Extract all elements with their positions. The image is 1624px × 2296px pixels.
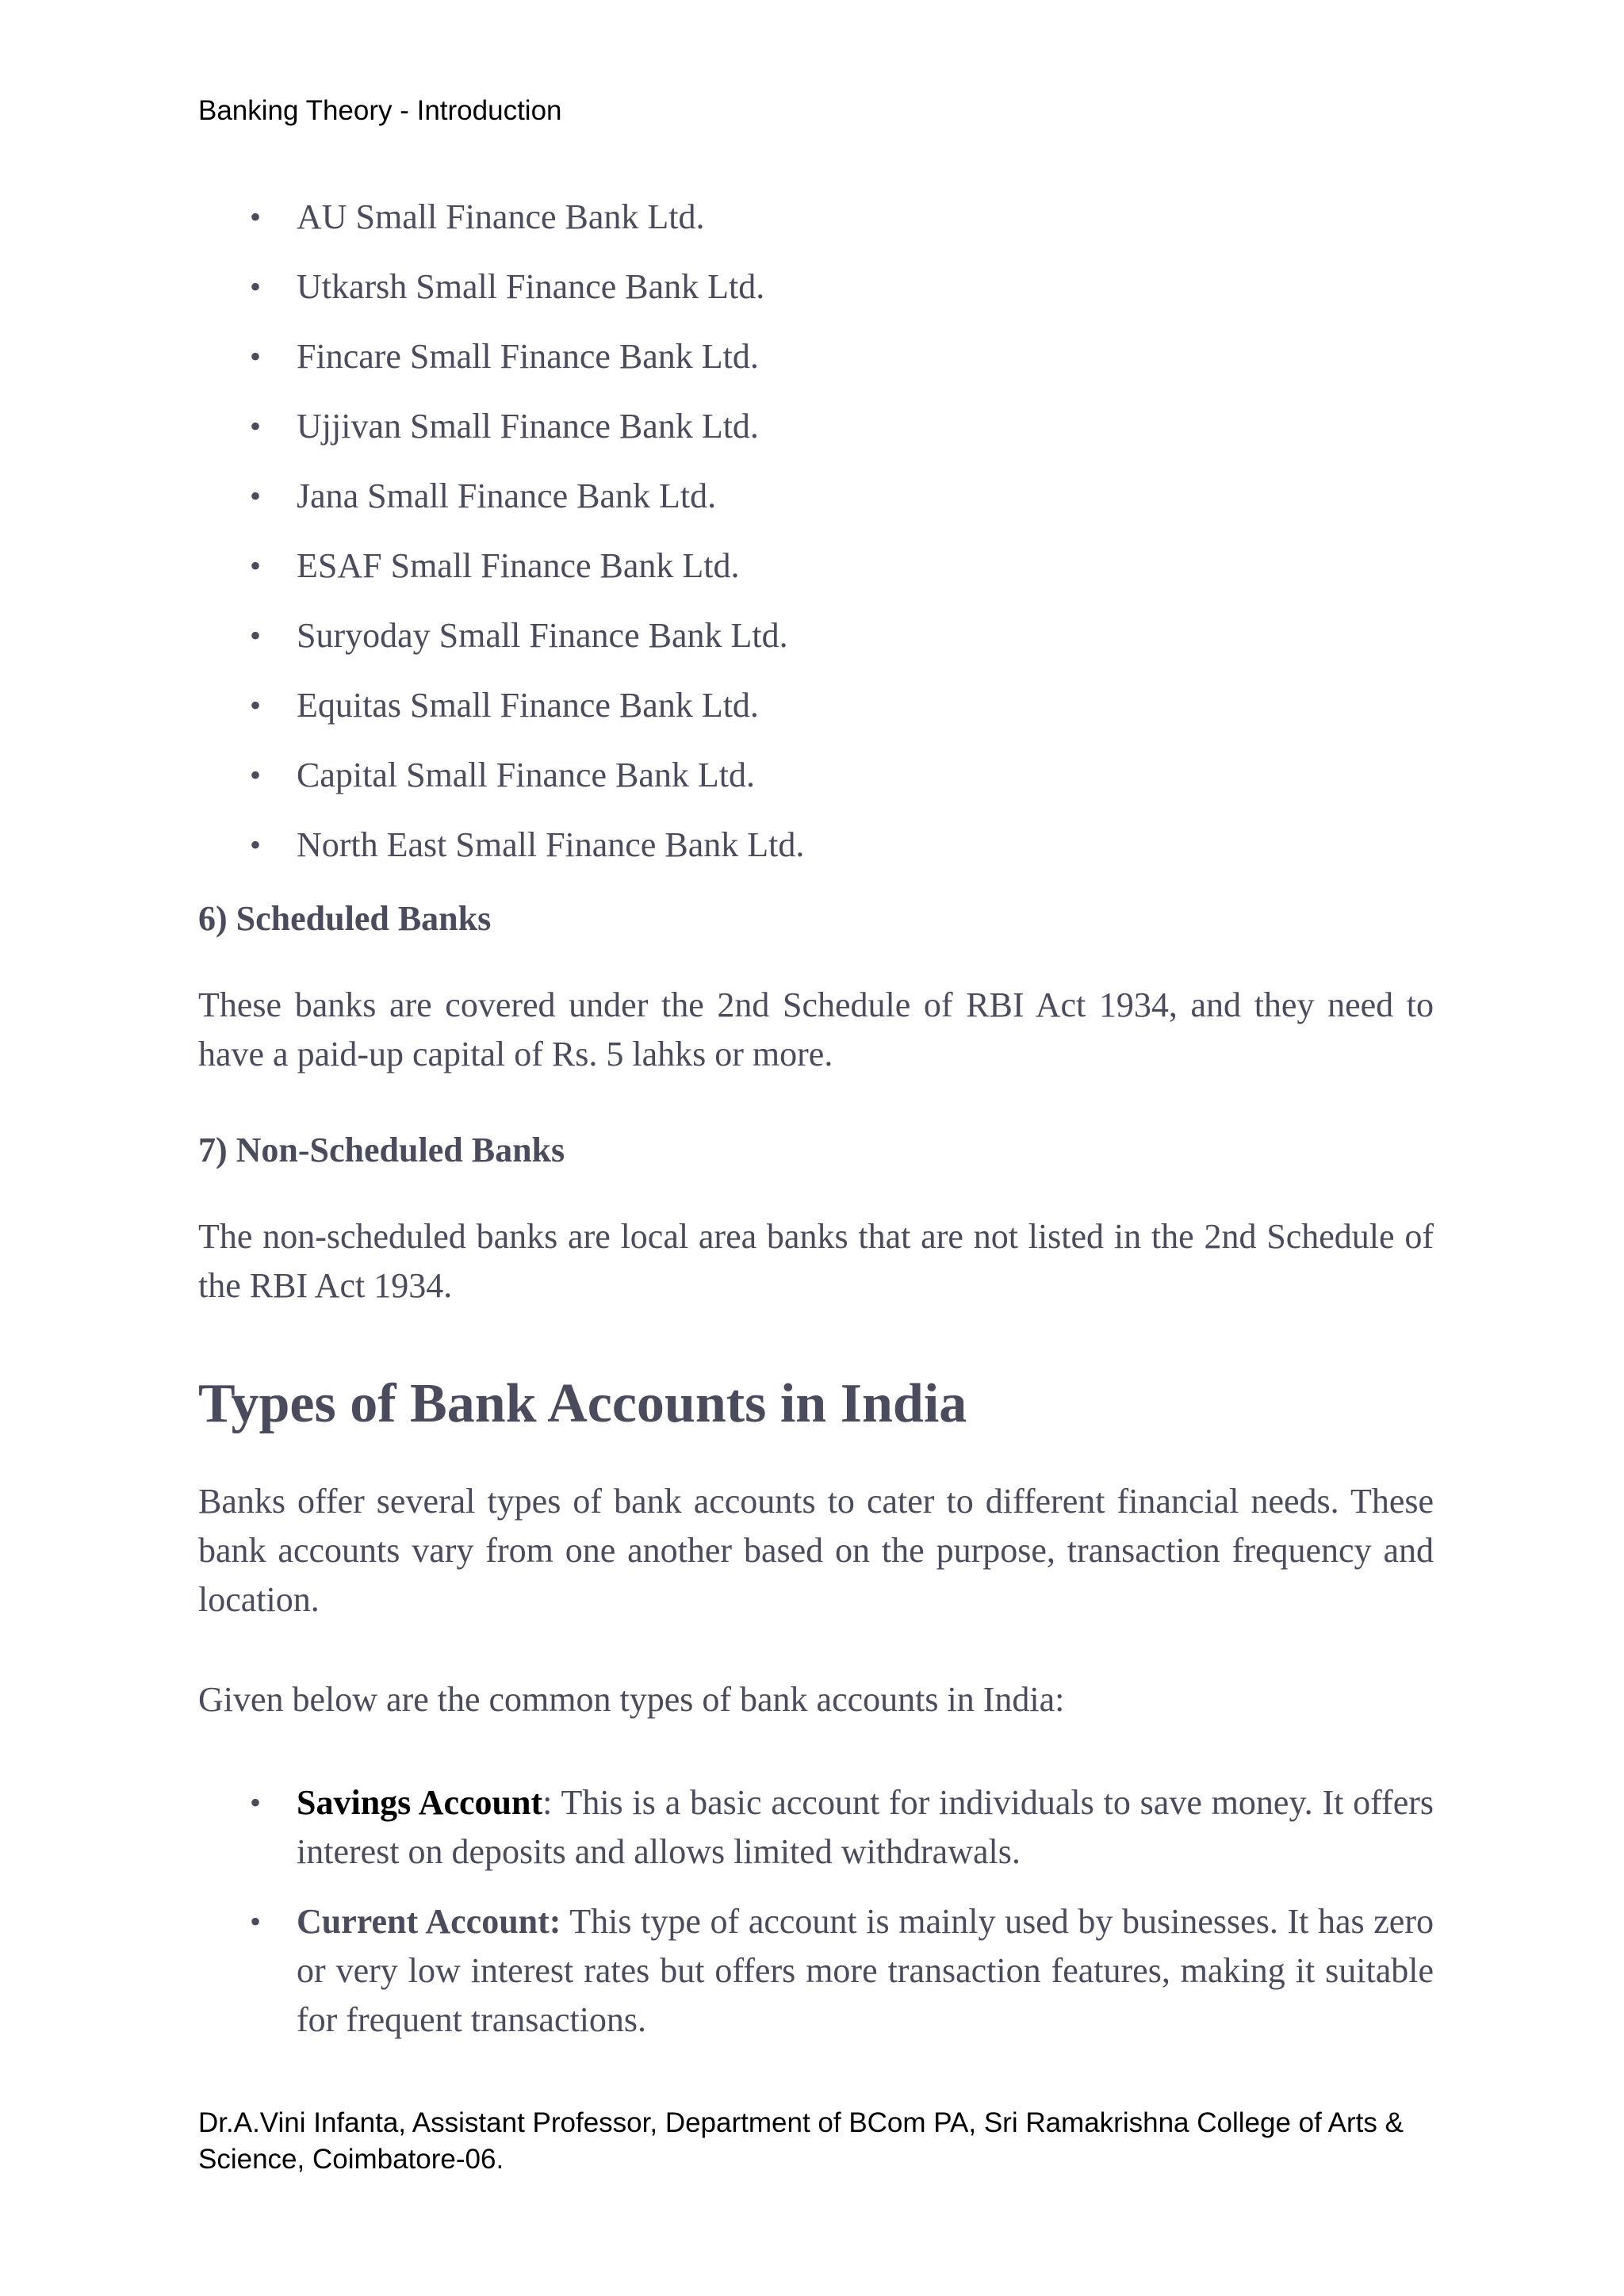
footer-line: Science, Coimbatore-06. bbox=[198, 2144, 504, 2175]
bullet-icon: • bbox=[250, 548, 262, 584]
account-term: Current Account: bbox=[297, 1902, 561, 1941]
bullet-icon: • bbox=[250, 687, 262, 723]
list-item bbox=[198, 406, 1434, 447]
bullet-icon: • bbox=[250, 339, 262, 374]
bank-name: Capital Small Finance Bank Ltd. bbox=[297, 756, 756, 794]
bullet-icon: • bbox=[250, 1785, 262, 1820]
scheduled-banks-text: These banks are covered under the 2nd Schedule of RBI Act 1934, and they need to have a paid-up capital of Rs. 5 lahks or more. bbox=[198, 985, 1434, 1073]
account-description: : This is a basic account for individuals to save money. It offers interest on deposits and allows limited withdrawals. bbox=[297, 1783, 1434, 1871]
bank-accounts-lead: Given below are the common types of bank accounts in India: bbox=[198, 1680, 1065, 1719]
bullet-icon: • bbox=[250, 199, 262, 235]
bank-name: Fincare Small Finance Bank Ltd. bbox=[297, 337, 759, 376]
bullet-icon: • bbox=[250, 1904, 262, 1939]
non-scheduled-banks-text: The non-scheduled banks are local area banks that are not listed in the 2nd Schedule of the RBI Act 1934. bbox=[198, 1217, 1434, 1305]
bank-name: Jana Small Finance Bank Ltd. bbox=[297, 476, 717, 515]
account-description: This type of account is mainly used by businesses. It has zero or very low interest rates but offers more transaction features, making it suitable for frequent transactions. bbox=[297, 1902, 1434, 2039]
page-content bbox=[198, 197, 1434, 2065]
list-item bbox=[198, 755, 1434, 796]
bullet-icon: • bbox=[250, 618, 262, 653]
bullet-icon: • bbox=[250, 827, 262, 863]
bank-name: AU Small Finance Bank Ltd. bbox=[297, 197, 705, 236]
page-header: Banking Theory - Introduction bbox=[198, 95, 562, 126]
bank-name: North East Small Finance Bank Ltd. bbox=[297, 825, 805, 864]
small-finance-bank-list bbox=[198, 197, 1434, 866]
account-types-list bbox=[198, 1778, 1434, 2045]
bullet-icon: • bbox=[250, 269, 262, 304]
list-item bbox=[198, 336, 1434, 377]
list-item bbox=[198, 1897, 1434, 2045]
list-item bbox=[198, 685, 1434, 726]
list-item bbox=[198, 476, 1434, 517]
bank-name: ESAF Small Finance Bank Ltd. bbox=[297, 546, 740, 585]
bullet-icon: • bbox=[250, 408, 262, 444]
bank-name: Ujjivan Small Finance Bank Ltd. bbox=[297, 407, 759, 446]
bank-accounts-intro: Banks offer several types of bank accounts to cater to different financial needs. These bank accounts vary from one another based on the purpose, transaction frequency and location. bbox=[198, 1482, 1434, 1619]
bank-name: Suryoday Small Finance Bank Ltd. bbox=[297, 616, 788, 655]
bank-name: Utkarsh Small Finance Bank Ltd. bbox=[297, 267, 765, 306]
list-item bbox=[198, 266, 1434, 308]
page-footer bbox=[198, 2105, 1434, 2178]
bank-accounts-heading: Types of Bank Accounts in India bbox=[198, 1373, 967, 1434]
list-item bbox=[198, 615, 1434, 656]
bank-name: Equitas Small Finance Bank Ltd. bbox=[297, 686, 759, 725]
list-item bbox=[198, 545, 1434, 587]
non-scheduled-banks-heading: 7) Non-Scheduled Banks bbox=[198, 1131, 565, 1169]
footer-line: Dr.A.Vini Infanta, Assistant Professor, Department of BCom PA, Sri Ramakrishna College of Arts & bbox=[198, 2107, 1404, 2138]
list-item bbox=[198, 825, 1434, 866]
list-item bbox=[198, 197, 1434, 238]
bullet-icon: • bbox=[250, 757, 262, 793]
bullet-icon: • bbox=[250, 478, 262, 514]
account-term: Savings Account bbox=[297, 1783, 543, 1822]
scheduled-banks-heading: 6) Scheduled Banks bbox=[198, 899, 492, 938]
list-item bbox=[198, 1778, 1434, 1877]
